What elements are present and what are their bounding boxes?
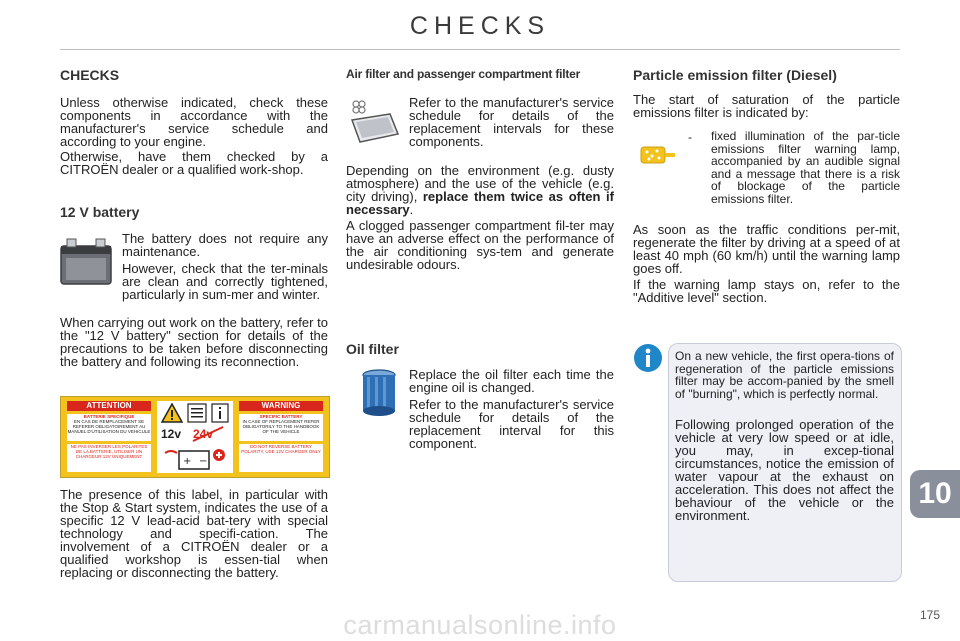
air-filter-heading: Air filter and passenger compartment filter bbox=[346, 67, 581, 81]
label-left-top bbox=[67, 414, 151, 441]
no-24v-cross-icon bbox=[191, 425, 225, 443]
svg-text:−: − bbox=[199, 456, 208, 467]
air-filter-paragraph-3: A clogged passenger compartment fil-ter may have an adverse effect on the performance of the air conditioning sys-tem and generate undesirable odours. bbox=[346, 218, 614, 272]
particle-filter-warning-lamp-icon bbox=[640, 142, 676, 168]
particle-paragraph-3: If the warning lamp stays on, refer to the "Additive level" section. bbox=[633, 277, 900, 305]
label-12v: 12v bbox=[161, 427, 182, 441]
info-sign-icon bbox=[211, 403, 229, 423]
label-left-bottom: NE PAS INVERSER LES POLARITES DE LA BATTERIE, UTILISER UN CHARGEUR 12V UNIQUEMENT bbox=[67, 444, 151, 472]
particle-paragraph-2: As soon as the traffic conditions per-mit, regenerate the filter by driving at a speed of at least 40 mph (60 km/h) until the warning lamp goes off. bbox=[633, 222, 900, 276]
air-filter-icon bbox=[348, 98, 400, 144]
oil-filter-paragraph-2: Refer to the manufacturer's service schedule for details of the replacement interval for this component. bbox=[409, 397, 614, 451]
air-filter-p2-text: Depending on the environment (e.g. dusty atmosphere) and the use of the vehicle (e.g. city driving), bbox=[346, 163, 614, 204]
checks-heading: CHECKS bbox=[60, 67, 120, 83]
battery-warning-label bbox=[60, 396, 330, 478]
title-divider bbox=[60, 49, 900, 50]
right-top-title: SPECIFIC BATTERY bbox=[259, 414, 303, 419]
battery-icon bbox=[58, 234, 114, 290]
svg-text:+: + bbox=[183, 456, 192, 467]
battery-polarity-icon bbox=[163, 447, 227, 471]
attention-title: ATTENTION bbox=[67, 401, 151, 411]
particle-filter-heading: Particle emission filter (Diesel) bbox=[633, 67, 837, 83]
battery-paragraph-4: The presence of this label, in particular with the Stop & Start system, indicates the use of a specific 12 V lead-acid bat-tery with special technology and specifi-cation. The involvement of a CITROËN dealer or a qualified workshop is essen-tial when replacing or disconnecting the battery. bbox=[60, 487, 328, 580]
battery-paragraph-1: The battery does not require any maintenance. bbox=[122, 231, 328, 259]
oil-filter-heading: Oil filter bbox=[346, 341, 399, 357]
watermark: carmanualsonline.info bbox=[343, 610, 617, 640]
particle-bullet-dash: - bbox=[688, 130, 692, 144]
battery-paragraph-3: When carrying out work on the battery, refer to the "12 V battery" section for details of the precautions to be taken before disconnecting the battery and following its reconnection. bbox=[60, 315, 328, 369]
left-top-text: EN CAS DE REMPLACEMENT SE REFERER OBLIGATOIREMENT AU MANUEL D'UTILISATION DU VEHICULE bbox=[67, 419, 151, 434]
particle-paragraph-1: The start of saturation of the particle emissions filter is indicated by: bbox=[633, 92, 900, 120]
oil-filter-icon bbox=[358, 368, 400, 420]
info-note-paragraph-1: On a new vehicle, the first opera-tions of regeneration of the particle emissions filter may be accom-panied by the smell of "burning", which is perfectly normal. bbox=[675, 349, 894, 401]
checks-paragraph-2: Otherwise, have them checked by a CITROËN dealer or a qualified work-shop. bbox=[60, 149, 328, 177]
battery-heading: 12 V battery bbox=[60, 204, 140, 220]
air-filter-p2-emphasis: replace them twice as often if necessary bbox=[346, 189, 614, 217]
chapter-tab: 10 bbox=[910, 470, 960, 518]
label-right-bottom: DO NOT REVERSE BATTERY POLARITY, USE 12V CHARGER ONLY bbox=[239, 444, 323, 472]
air-filter-p2-end: . bbox=[409, 202, 414, 217]
page-title: CHECKS bbox=[409, 12, 551, 40]
info-icon bbox=[633, 343, 663, 373]
air-filter-paragraph-2 bbox=[346, 164, 614, 216]
particle-bullet-text: fixed illumination of the par-ticle emissions filter warning lamp, accompanied by an audible signal and a message that there is a risk of blockage of the particle emissions filter. bbox=[711, 129, 900, 206]
right-top-text: IN CASE OF REPLACEMENT REFER OBLIGATORILY TO THE HANDBOOK OF THE VEHICLE bbox=[242, 419, 320, 434]
oil-filter-paragraph-1: Replace the oil filter each time the engine oil is changed. bbox=[409, 367, 614, 395]
left-top-title: BATTERIE SPECIFIQUE bbox=[83, 414, 135, 419]
warning-title: WARNING bbox=[239, 401, 323, 411]
warning-triangle-icon bbox=[161, 403, 183, 423]
page-number: 175 bbox=[919, 608, 940, 622]
label-pictograms bbox=[157, 401, 233, 473]
air-filter-paragraph-1: Refer to the manufacturer's service schedule for details of the replacement intervals for these components. bbox=[409, 95, 614, 149]
label-right-top bbox=[239, 414, 323, 441]
manual-icon bbox=[187, 403, 207, 423]
label-24v: 24v bbox=[193, 427, 214, 441]
checks-paragraph-1: Unless otherwise indicated, check these components in accordance with the manufacturer's service schedule and according to your engine. bbox=[60, 95, 328, 149]
info-note-paragraph-2: Following prolonged operation of the vehicle at very low speed or at idle, you may, in excep-tional circumstances, notice the emission of water vapour at the exhaust on acceleration. This does not affect the behaviour of the vehicle or the environment. bbox=[675, 417, 894, 523]
battery-paragraph-2: However, check that the ter-minals are clean and correctly tightened, particularly in sum-mer and winter. bbox=[122, 261, 328, 302]
